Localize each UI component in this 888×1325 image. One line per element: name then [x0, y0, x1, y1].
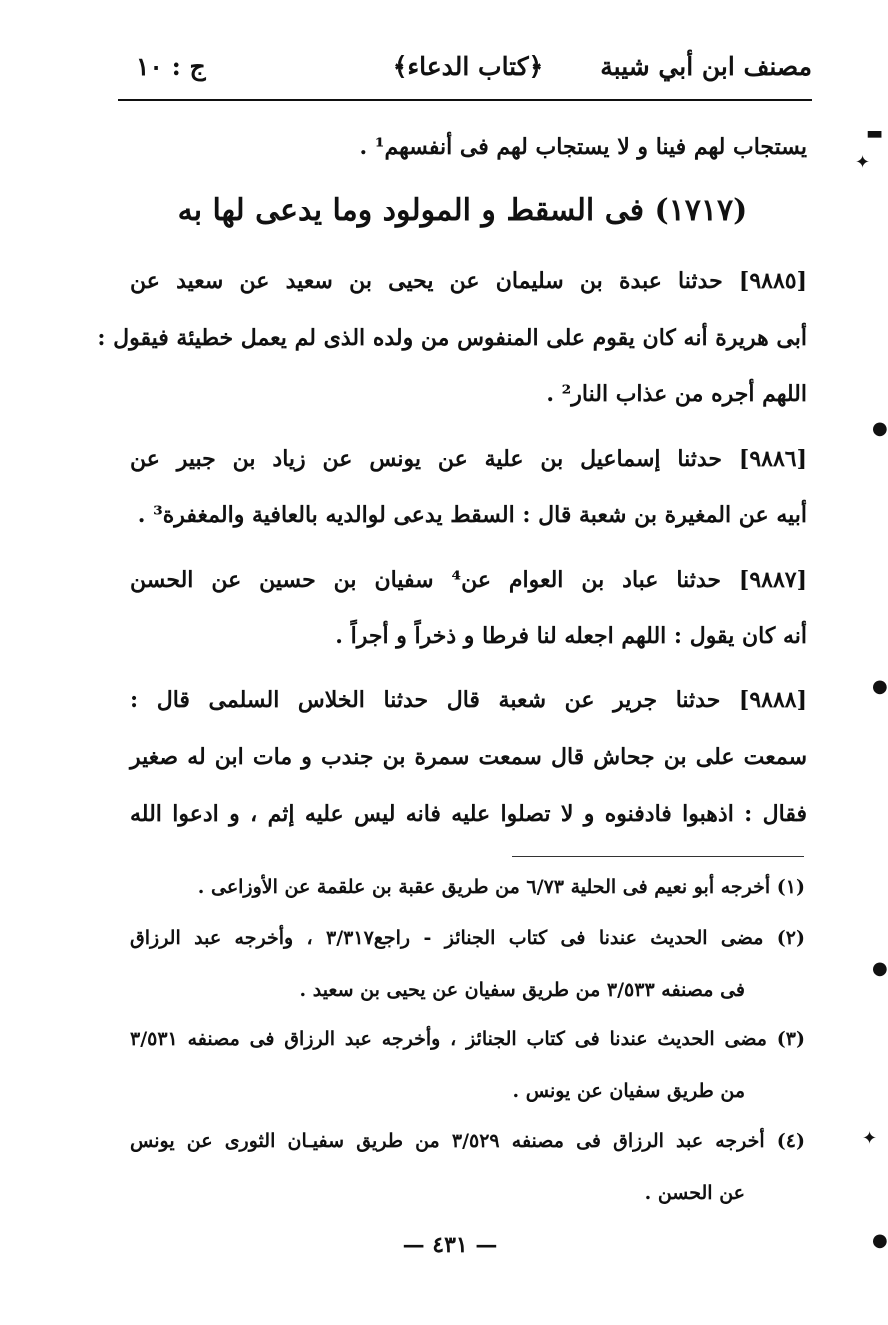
footnote-3-line-2: من طريق سفيان عن يونس .: [512, 1080, 745, 1102]
footnote-2-line-1: (٢) مضى الحديث عندنا فى كتاب الجنائز - راجع٣/٣١٧ ، وأخرجه عبد الرزاق: [130, 927, 805, 949]
header-rule: [118, 99, 812, 101]
hadith-9888-line-2: سمعت على بن جحاش قال سمعت سمرة بن جندب و مات ابن له صغير: [130, 744, 807, 770]
margin-mark: ●: [872, 418, 888, 439]
footnote-4-line-2: عن الحسن .: [644, 1182, 745, 1204]
book-title: مصنف ابن أبي شيبة: [600, 52, 812, 81]
intro-line: يستجاب لهم فينا و لا يستجاب لهم فى أنفسهم¹ .: [359, 134, 807, 160]
footnote-1: (١) أخرجه أبو نعيم فى الحلية ٦/٧٣ من طريق عقبة بن علقمة عن الأوزاعى .: [197, 876, 805, 898]
footnote-rule: [512, 856, 804, 857]
hadith-9887-line-2: أنه كان يقول : اللهم اجعله لنا فرطا و ذخراً و أجراً .: [335, 623, 807, 649]
hadith-9888-line-1: [٩٨٨٨] حدثنا جرير عن شعبة قال حدثنا الخلاس السلمى قال :: [130, 687, 807, 713]
margin-mark: ▬: [866, 123, 884, 144]
section-title: ﴿كتاب الدعاء﴾: [392, 52, 544, 81]
margin-mark: ●: [872, 1230, 888, 1251]
footnote-3-line-1: (٣) مضى الحديث عندنا فى كتاب الجنائز ، وأخرجه عبد الرزاق فى مصنفه ٣/٥٣١: [130, 1028, 805, 1050]
hadith-9885-line-1: [٩٨٨٥] حدثنا عبدة بن سليمان عن يحيى بن سعيد عن سعيد عن: [130, 268, 807, 294]
hadith-9885-line-2: أبى هريرة أنه كان يقوم على المنفوس من ولده الذى لم يعمل خطيئة فيقول :: [97, 325, 807, 351]
footnote-4-line-1: (٤) أخرجه عبد الرزاق فى مصنفه ٣/٥٢٩ من طريق سفيـان الثورى عن يونس: [130, 1130, 805, 1152]
volume-number: ج : ١٠: [136, 52, 206, 81]
hadith-9885-line-3: اللهم أجره من عذاب النار² .: [546, 381, 807, 407]
hadith-9888-line-3: فقال : اذهبوا فادفنوه و لا تصلوا عليه فانه ليس عليه إثم ، و ادعوا الله: [130, 801, 807, 827]
margin-mark: ✦: [855, 152, 871, 173]
running-header: [118, 52, 812, 96]
hadith-9886-line-2: أبيه عن المغيرة بن شعبة قال : السقط يدعى لوالديه بالعافية والمغفرة³ .: [137, 502, 807, 528]
hadith-9886-line-1: [٩٨٨٦] حدثنا إسماعيل بن علية عن يونس عن زياد بن جبير عن: [130, 446, 807, 472]
footnote-2-line-2: فى مصنفه ٣/٥٣٣ من طريق سفيان عن يحيى بن سعيد .: [299, 979, 745, 1001]
margin-mark: ✦: [862, 1128, 878, 1149]
margin-mark: ●: [872, 676, 888, 697]
page-number: — ٤٣١ —: [402, 1232, 498, 1258]
hadith-9887-line-1: [٩٨٨٧] حدثنا عباد بن العوام عن⁴ سفيان بن حسين عن الحسن: [130, 567, 807, 593]
margin-mark: ●: [872, 958, 888, 979]
chapter-heading: (١٧١٧) فى السقط و المولود وما يدعى لها به: [177, 193, 748, 228]
